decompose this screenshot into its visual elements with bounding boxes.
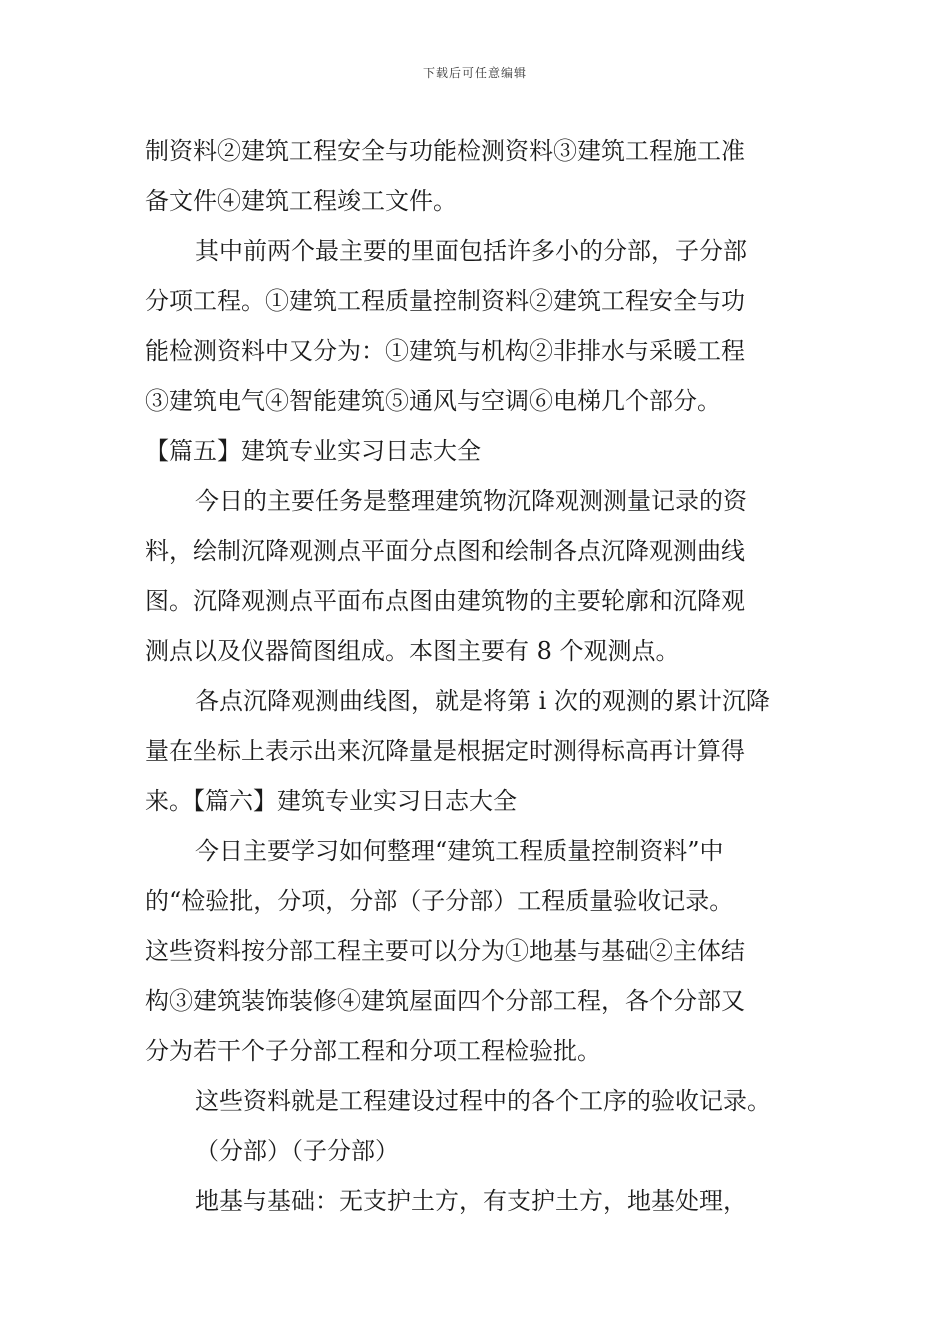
text-line: 今日主要学习如何整理“建筑工程质量控制资料”中 — [195, 837, 724, 865]
text-line: 这些资料就是工程建设过程中的各个工序的验收记录。 — [195, 1087, 771, 1115]
text-line: 能检测资料中又分为：①建筑与机构②非排水与采暖工程 — [145, 337, 745, 365]
text-line: 分为若干个子分部工程和分项工程检验批。 — [145, 1037, 601, 1065]
text-line: 备文件④建筑工程竣工文件。 — [145, 187, 457, 215]
text-line: ③建筑电气④智能建筑⑤通风与空调⑥电梯几个部分。 — [145, 387, 721, 415]
text-line: （分部）（子分部） — [195, 1137, 399, 1165]
document-body — [145, 126, 810, 1226]
text-line: 今日的主要任务是整理建筑物沉降观测测量记录的资 — [195, 487, 747, 515]
page-header-note: 下载后可任意编辑 — [422, 66, 527, 80]
text-line: 图。沉降观测点平面布点图由建筑物的主要轮廓和沉降观 — [145, 587, 745, 615]
text-line: 量在坐标上表示出来沉降量是根据定时测得标高再计算得 — [145, 737, 745, 765]
section-heading: 【篇五】建筑专业实习日志大全 — [145, 437, 481, 465]
text-line: 的“检验批，分项，分部（子分部）工程质量验收记录。 — [145, 887, 734, 915]
text-line: 制资料②建筑工程安全与功能检测资料③建筑工程施工准 — [145, 137, 745, 165]
text-line: 构③建筑装饰装修④建筑屋面四个分部工程，各个分部又 — [145, 987, 745, 1015]
text-line: 来。【篇六】建筑专业实习日志大全 — [145, 787, 517, 815]
text-line: 其中前两个最主要的里面包括许多小的分部，子分部 — [195, 237, 747, 265]
text-line: 分项工程。①建筑工程质量控制资料②建筑工程安全与功 — [145, 287, 745, 315]
text-line: 地基与基础：无支护土方，有支护土方，地基处理， — [195, 1187, 747, 1215]
text-line: 料，绘制沉降观测点平面分点图和绘制各点沉降观测曲线 — [145, 537, 745, 565]
text-line: 各点沉降观测曲线图，就是将第 i 次的观测的累计沉降 — [195, 687, 770, 715]
text-line: 这些资料按分部工程主要可以分为①地基与基础②主体结 — [145, 937, 745, 965]
text-line: 测点以及仪器简图组成。本图主要有 8 个观测点。 — [145, 637, 680, 665]
